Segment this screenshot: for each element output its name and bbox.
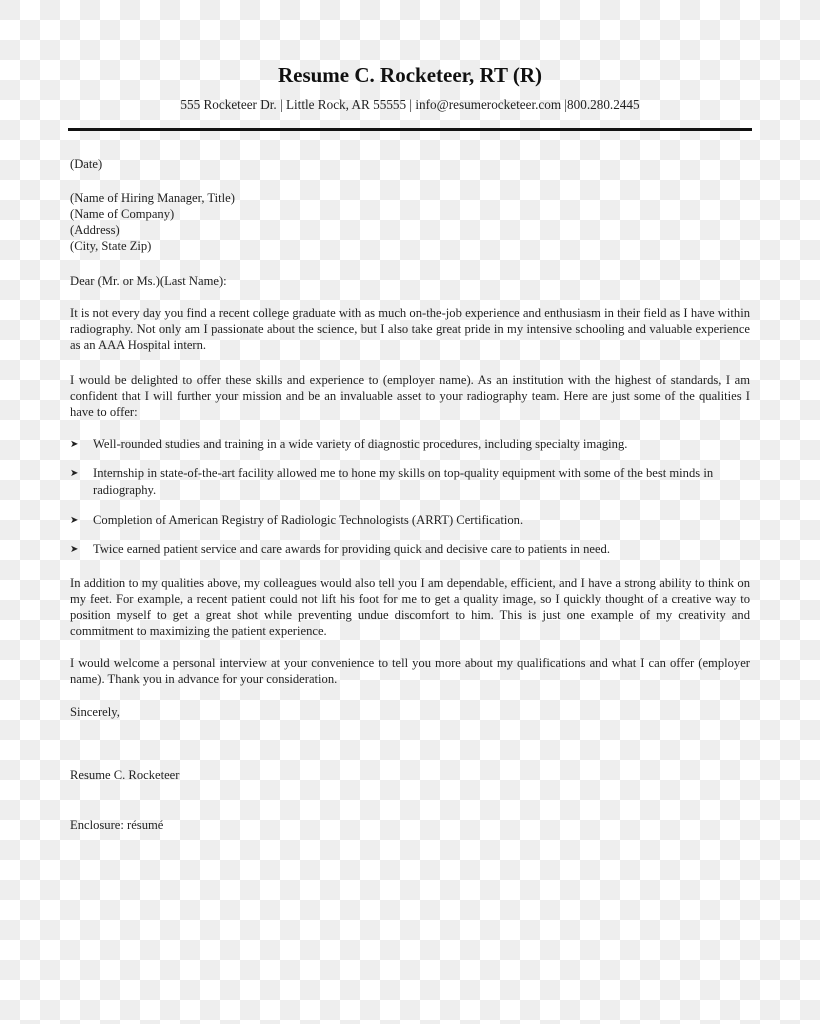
paragraph-closing: I would welcome a personal interview at your convenience to tell you more about my qualifications and what I can offer (employer name). Thank you in advance for your consideration. (70, 656, 750, 686)
bullet-item (70, 465, 750, 499)
bullet-text: Internship in state-of-the-art facility allowed me to hone my skills on top-quality equipment with some of the best minds in radiography. (93, 466, 714, 497)
salutation: Dear (Mr. or Ms.)(Last Name): (70, 274, 227, 288)
bullet-text: Completion of American Registry of Radiologic Technologists (ARRT) Certification. (93, 513, 524, 527)
enclosure-note: Enclosure: résumé (70, 818, 164, 832)
signature-name: Resume C. Rocketeer (70, 768, 180, 782)
arrow-bullet-icon: ➤ (70, 439, 79, 450)
recipient-name-title: (Name of Hiring Manager, Title) (70, 191, 235, 205)
bullet-text: Well-rounded studies and training in a wide variety of diagnostic procedures, including specialty imaging. (93, 437, 628, 451)
paragraph-qualities: In addition to my qualities above, my colleagues would also tell you I am dependable, efficient, and I have a strong ability to think on my feet. For example, a recent patient could not lift his foot for me to get a quality image, so I quickly thought of a creative way to position myself to get a great shot while preventing undue discomfort to him. This is just one example of my creativity and commitment to maximizing the patient experience. (70, 576, 750, 638)
recipient-city-state-zip: (City, State Zip) (70, 239, 152, 253)
header-divider (68, 128, 752, 131)
bullet-item (70, 436, 750, 453)
contact-info-line: 555 Rocketeer Dr. | Little Rock, AR 55555 | info@resumerocketeer.com |800.280.2445 (180, 97, 640, 112)
arrow-bullet-icon: ➤ (70, 515, 79, 526)
recipient-company: (Name of Company) (70, 207, 175, 221)
applicant-name-heading: Resume C. Rocketeer, RT (R) (277, 63, 543, 87)
date-line: (Date) (70, 157, 103, 171)
arrow-bullet-icon: ➤ (70, 544, 79, 555)
bullet-item (70, 541, 750, 558)
paragraph-intro: It is not every day you find a recent college graduate with as much on-the-job experience and enthusiasm in their field as I have within radiography. Not only am I passionate about the science, but I also take great pride in my intensive schooling and valuable experience as an AAA Hospital intern. (70, 306, 750, 352)
bullet-item (70, 512, 750, 529)
paragraph-offer: I would be delighted to offer these skills and experience to (employer name). As an institution with the highest of standards, I am confident that I will further your mission and be an invaluable asset to your radiography team. Here are just some of the qualities I have to offer: (70, 373, 750, 419)
recipient-address (70, 190, 750, 254)
closing-sincerely: Sincerely, (70, 705, 120, 719)
recipient-address-line: (Address) (70, 223, 120, 237)
arrow-bullet-icon: ➤ (70, 468, 79, 479)
bullet-text: Twice earned patient service and care awards for providing quick and decisive care to patients in need. (93, 542, 610, 556)
